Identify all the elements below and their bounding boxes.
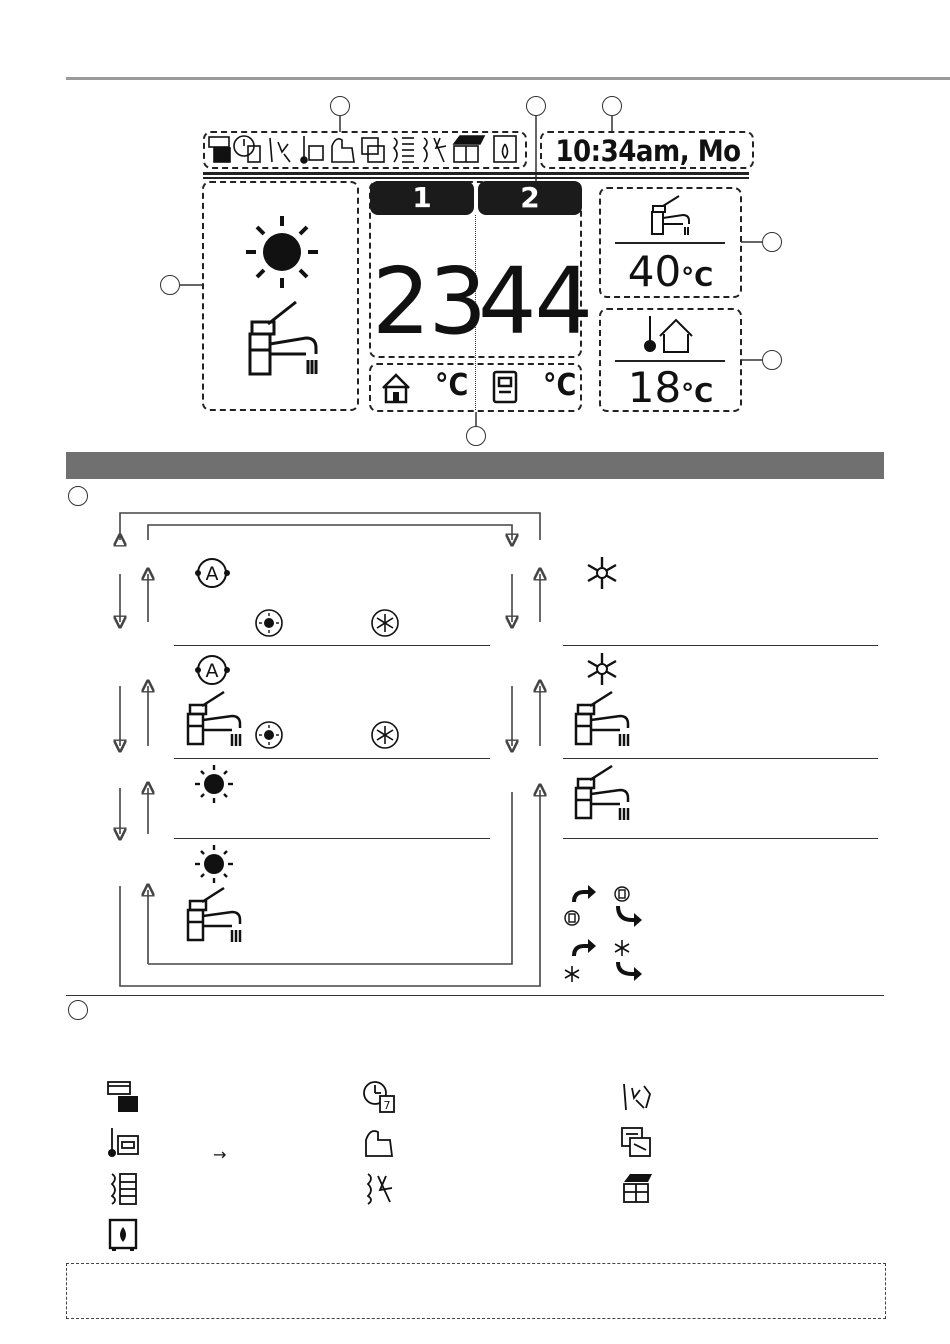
- zone2-unit: °C: [543, 368, 577, 403]
- zone1-unit: °C: [435, 368, 469, 403]
- note-box: [66, 1263, 886, 1319]
- tap-icon: [574, 690, 634, 750]
- legend-arrow: →: [213, 1145, 227, 1164]
- heat-mode-icon: [194, 844, 234, 884]
- zone1-temperature: 23: [372, 248, 486, 355]
- svg-text:A: A: [205, 563, 219, 585]
- service-icon: [620, 1126, 654, 1160]
- callout-circle: [68, 1000, 88, 1020]
- holiday-icon: [106, 1080, 140, 1114]
- room-thermostat-icon: [106, 1126, 140, 1160]
- auto-mode-icon: [194, 653, 232, 687]
- row-separator: [174, 758, 490, 759]
- heater-icon: [106, 1172, 140, 1206]
- svg-text:A: A: [205, 660, 219, 682]
- row-separator: [563, 758, 878, 759]
- auto-cool-icon: [370, 720, 400, 750]
- section-separator: [66, 995, 884, 996]
- tank-temperature-unit: °C: [681, 263, 714, 293]
- heat-to-tank-changeover-icon: [564, 882, 644, 930]
- heat-mode-icon: [194, 764, 234, 804]
- svg-text:7: 7: [383, 1099, 391, 1112]
- tank-temperature-value: 40: [627, 247, 682, 296]
- solar-icon: [620, 1172, 654, 1206]
- auto-heat-icon: [254, 720, 284, 750]
- cool-mode-icon: [584, 555, 620, 591]
- defrost-icon: [362, 1172, 396, 1206]
- powerful-icon: [362, 1126, 396, 1160]
- timer-icon: [362, 1080, 396, 1114]
- auto-heat-icon: [254, 608, 284, 638]
- cool-mode-icon: [584, 651, 620, 687]
- tap-icon: [574, 764, 634, 824]
- outdoor-temperature-value: 18: [627, 363, 682, 412]
- row-separator: [174, 645, 490, 646]
- row-separator: [174, 838, 490, 839]
- zone2-label: 2: [478, 181, 582, 215]
- row-separator: [563, 838, 878, 839]
- boiler-icon: [106, 1218, 140, 1252]
- outdoor-temperature-unit: °C: [681, 379, 714, 409]
- clock-text: 10:34am, Mo: [555, 134, 741, 168]
- auto-mode-icon: [194, 556, 232, 590]
- tap-icon: [186, 886, 246, 946]
- cool-to-tank-changeover-icon: [564, 936, 644, 986]
- auto-cool-icon: [370, 608, 400, 638]
- quiet-icon: [620, 1080, 654, 1114]
- row-separator: [563, 645, 878, 646]
- zone2-temperature: 44: [478, 248, 592, 355]
- tap-icon: [186, 690, 246, 750]
- zone1-label: 1: [370, 181, 474, 215]
